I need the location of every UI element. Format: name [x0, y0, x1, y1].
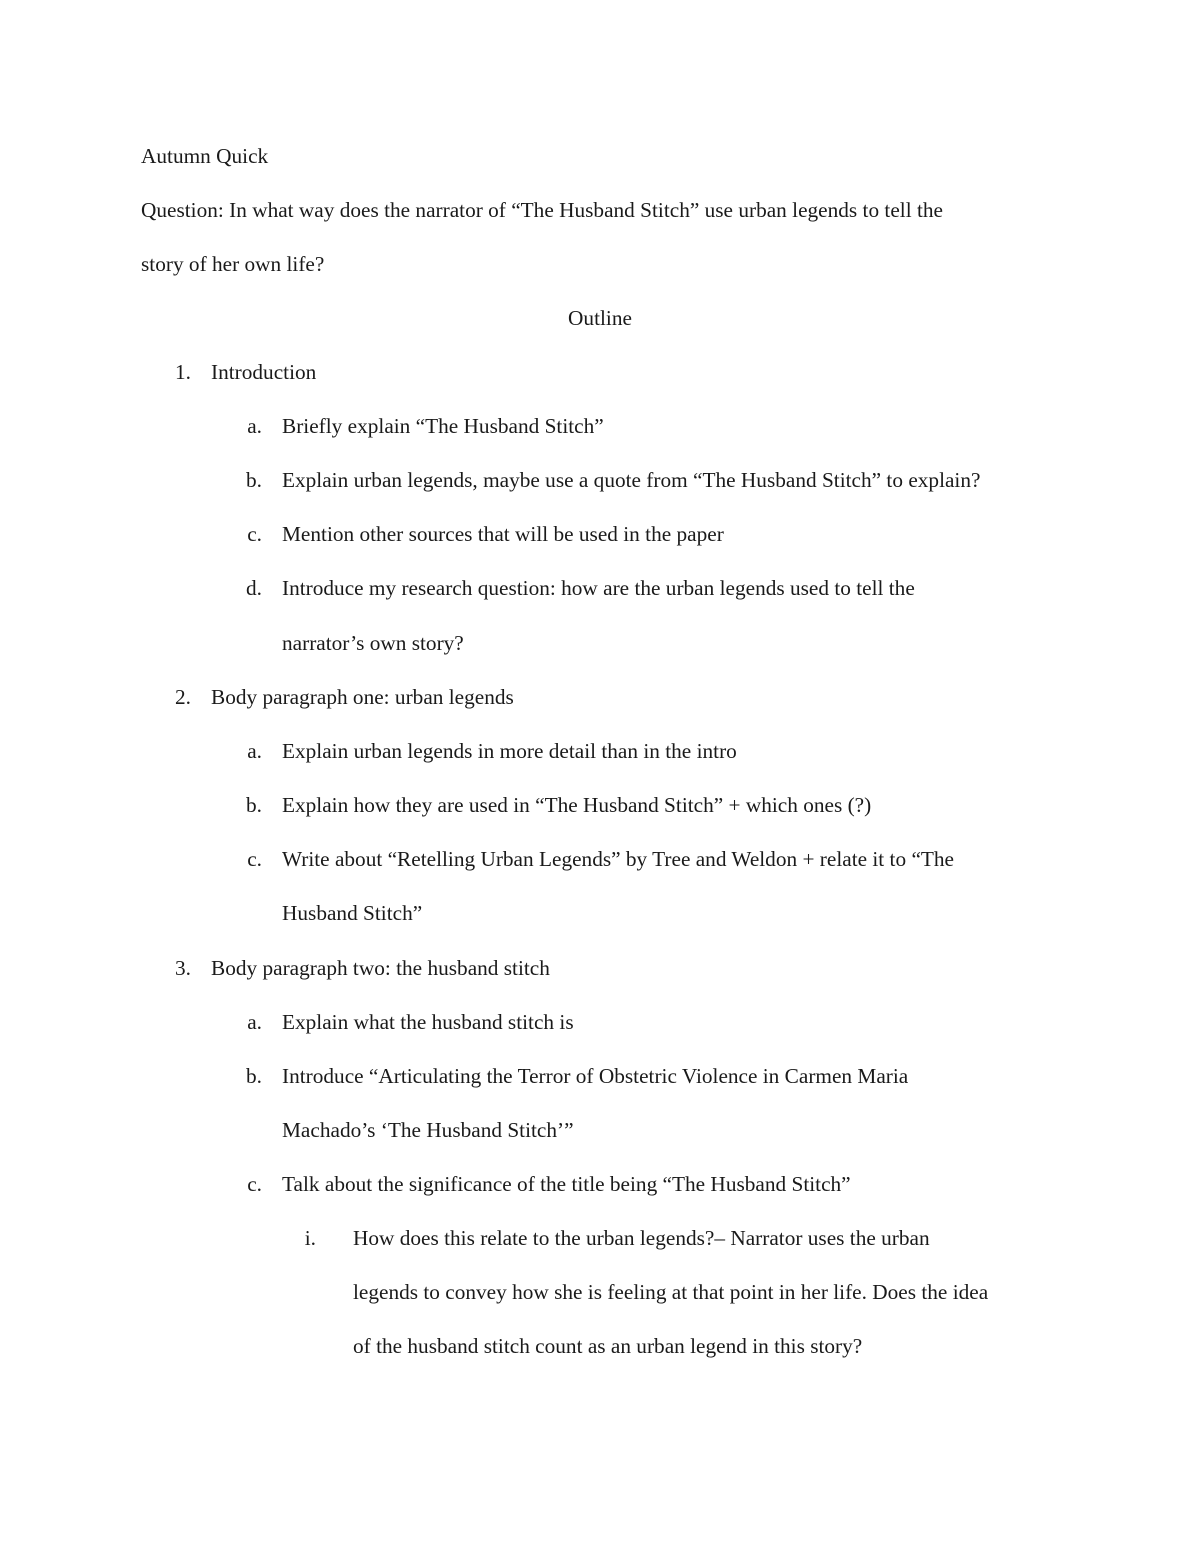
section-3-title: Body paragraph two: the husband stitch [211, 956, 550, 980]
outline-heading: Outline [568, 306, 632, 330]
item-2a-text: Explain urban legends in more detail than in the intro [282, 739, 737, 763]
question-line-2: story of her own life? [141, 252, 325, 276]
section-1-marker: 1. [175, 360, 191, 384]
item-2c-marker: c. [247, 847, 262, 871]
item-1d-text-line-2: narrator’s own story? [282, 631, 464, 655]
item-1c-marker: c. [247, 522, 262, 546]
section-3-marker: 3. [175, 956, 191, 980]
subitem-3ci-text-line-2: legends to convey how she is feeling at that point in her life. Does the idea [353, 1280, 989, 1304]
item-3b-text-line-1: Introduce “Articulating the Terror of Obstetric Violence in Carmen Maria [282, 1064, 909, 1088]
subitem-3ci-marker: i. [304, 1226, 316, 1250]
item-3a-marker: a. [247, 1010, 262, 1034]
item-2c-text-line-2: Husband Stitch” [282, 901, 423, 925]
author-name: Autumn Quick [141, 144, 269, 168]
item-1b-text: Explain urban legends, maybe use a quote from “The Husband Stitch” to explain? [282, 468, 981, 492]
item-1b-marker: b. [246, 468, 262, 492]
question-line-1: Question: In what way does the narrator of “The Husband Stitch” use urban legends to tell the [141, 198, 943, 222]
item-1c-text: Mention other sources that will be used in the paper [282, 522, 724, 546]
item-3c-marker: c. [247, 1172, 262, 1196]
item-2a-marker: a. [247, 739, 262, 763]
subitem-3ci-text-line-1: How does this relate to the urban legends?– Narrator uses the urban [353, 1226, 930, 1250]
item-1d-text-line-1: Introduce my research question: how are the urban legends used to tell the [282, 576, 915, 600]
section-2-title: Body paragraph one: urban legends [211, 685, 514, 709]
section-1-title: Introduction [211, 360, 317, 384]
item-1d-marker: d. [246, 576, 262, 600]
item-3b-text-line-2: Machado’s ‘The Husband Stitch’” [282, 1118, 574, 1142]
item-1a-marker: a. [247, 414, 262, 438]
item-2c-text-line-1: Write about “Retelling Urban Legends” by Tree and Weldon + relate it to “The [282, 847, 955, 871]
item-3a-text: Explain what the husband stitch is [282, 1010, 574, 1034]
item-3b-marker: b. [246, 1064, 262, 1088]
item-2b-text: Explain how they are used in “The Husband Stitch” + which ones (?) [282, 793, 872, 817]
subitem-3ci-text-line-3: of the husband stitch count as an urban legend in this story? [353, 1334, 863, 1358]
section-2-marker: 2. [175, 685, 191, 709]
item-1a-text: Briefly explain “The Husband Stitch” [282, 414, 604, 438]
item-3c-text: Talk about the significance of the title being “The Husband Stitch” [282, 1172, 851, 1196]
item-2b-marker: b. [246, 793, 262, 817]
